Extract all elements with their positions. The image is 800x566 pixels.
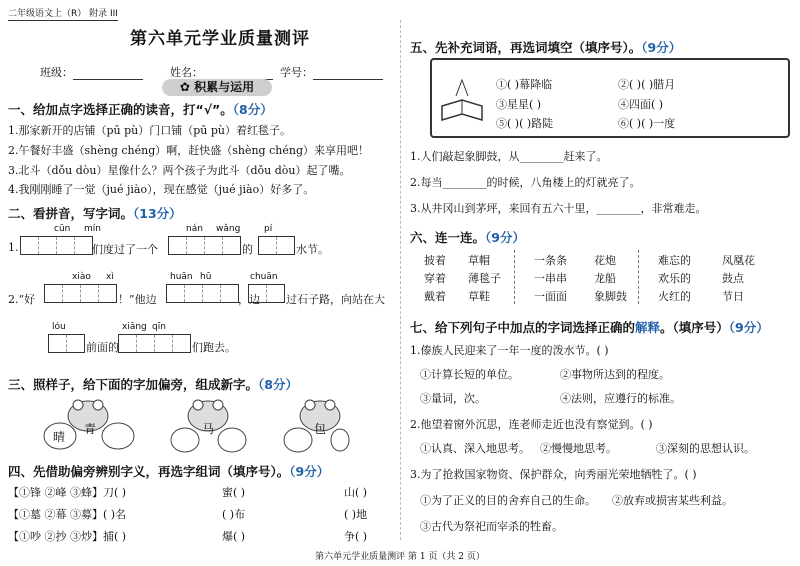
s4-row2-c: ( )地 <box>344 508 368 521</box>
s4-row2-b: ( )布 <box>222 508 246 521</box>
match-item[interactable]: 一面面 <box>534 290 567 303</box>
s1-line-2: 2.午餐好丰盛（shèng chéng）啊，赶快盛（shèng chéng）来享用吧！ <box>8 144 369 157</box>
s1-line-1: 1.那家新开的店铺（pū pù）门口铺（pū pù）着红毯子。 <box>8 124 291 137</box>
name-label: 姓名： <box>170 66 203 79</box>
match-item[interactable]: 穿着 <box>424 272 446 285</box>
s7-q3-opt: ②放弃或损害某些利益。 <box>612 494 733 507</box>
pinyin: mín <box>84 224 101 234</box>
example-new-char: 晴 <box>53 430 66 444</box>
s2-text: 的 <box>242 243 253 256</box>
word-4: ④四面( ) <box>618 98 664 111</box>
s5-q3: 3.从井冈山到茅坪，来回有五六十里，________，非常难走。 <box>410 202 707 215</box>
s7-q3: 3.为了抢救国家物资、保护群众，向秀丽光荣地牺牲了。( ) <box>410 468 697 481</box>
pinyin: hū <box>200 272 212 282</box>
writing-grid[interactable] <box>258 236 295 255</box>
s2-text: 们度过了一个 <box>92 243 158 256</box>
section-3-title: 三、照样子，给下面的字加偏旁，组成新字。（8分） <box>8 377 298 392</box>
match-item[interactable]: 凤凰花 <box>722 254 755 267</box>
section-5-title: 五、先补充词语，再选词填空（填序号）。（9分） <box>410 40 682 55</box>
pinyin: wǎng <box>216 224 241 234</box>
match-item[interactable]: 欢乐的 <box>658 272 691 285</box>
star-icon: ✿ <box>179 80 195 94</box>
word-6: ⑥( )( )一度 <box>618 117 676 130</box>
page-title: 第六单元学业质量测评 <box>130 29 310 49</box>
pinyin: pí <box>264 224 273 234</box>
s1-line-4: 4.我刚刚睡了一觉（jué jiào），现在感觉（jué jiào）好多了。 <box>8 183 315 196</box>
s7-q1-opt: ③量词，次。 <box>420 392 486 405</box>
s2-text: ！”他边 <box>118 293 157 306</box>
s7-q1: 1.傣族人民迎来了一年一度的泼水节。( ) <box>410 344 609 357</box>
section-2-title: 二、看拼音，写字词。（13分） <box>8 206 182 221</box>
word-1: ①( )幕降临 <box>496 78 553 91</box>
s4-row1-c: 山( ) <box>344 486 368 499</box>
class-label: 班级： <box>40 66 73 79</box>
class-field[interactable] <box>40 64 143 80</box>
s7-q1-opt: ④法则，应遵行的标准。 <box>560 392 681 405</box>
s7-q2-opt: ③深刻的思想认识。 <box>656 442 755 455</box>
match-item[interactable]: 节日 <box>722 290 744 303</box>
s1-line-3: 3.北斗（dǒu dòu）星像什么？两个孩子为此斗（dǒu dòu）起了嘴。 <box>8 164 351 177</box>
column-divider <box>400 20 402 540</box>
s2-text: 2.“好 <box>8 293 36 306</box>
match-item[interactable]: 花炮 <box>594 254 616 267</box>
book-icon <box>438 76 488 126</box>
s7-q3-opt: ③古代为祭祀而宰杀的牲畜。 <box>420 520 563 533</box>
s5-q1: 1.人们敲起象脚鼓，从________赶来了。 <box>410 150 608 163</box>
match-item[interactable]: 戴着 <box>424 290 446 303</box>
id-field[interactable] <box>280 64 383 80</box>
writing-grid[interactable] <box>248 284 285 303</box>
s7-q1-opt: ①计算长短的单位。 <box>420 368 519 381</box>
match-item[interactable]: 龙船 <box>594 272 616 285</box>
pinyin: xiào <box>72 272 91 282</box>
s4-row3-c: 争( ) <box>344 530 368 543</box>
s7-q2-opt: ②慢慢地思考。 <box>540 442 617 455</box>
s2-row1-num: 1. <box>8 241 19 254</box>
writing-grid[interactable] <box>48 334 85 353</box>
example-base-char: 青 <box>84 422 97 436</box>
pinyin: huān <box>170 272 193 282</box>
match-item[interactable]: 披着 <box>424 254 446 267</box>
match-item[interactable]: 象脚鼓 <box>594 290 627 303</box>
pinyin: cūn <box>54 224 71 234</box>
s2-text: 前面的 <box>86 341 119 354</box>
s2-text: 过石子路，向站在大 <box>286 293 385 306</box>
section-6-title: 六、连一连。（9分） <box>410 230 525 245</box>
section-banner: ✿ 积累与运用 <box>162 79 272 96</box>
match-item[interactable]: 一条条 <box>534 254 567 267</box>
pinyin: chuān <box>250 272 278 282</box>
header-tag: 二年级语文上（R） 附录 III <box>8 6 118 21</box>
match-item[interactable]: 火红的 <box>658 290 691 303</box>
pinyin: qīn <box>152 322 166 332</box>
writing-grid[interactable] <box>168 236 241 255</box>
name-field[interactable] <box>170 64 273 80</box>
match-item[interactable]: 一串串 <box>534 272 567 285</box>
word-5: ⑤( )( )路陡 <box>496 117 554 130</box>
writing-grid[interactable] <box>44 284 117 303</box>
s2-text: ，边 <box>238 293 260 306</box>
pinyin: xì <box>106 272 114 282</box>
writing-grid[interactable] <box>118 334 191 353</box>
section-7-title: 七、给下列句子中加点的字词选择正确的解释。（填序号）（9分） <box>410 320 769 335</box>
pinyin: lóu <box>52 322 66 332</box>
s4-row1-b: 蜜( ) <box>222 486 246 499</box>
s4-row3-b: 爆( ) <box>222 530 246 543</box>
section-1-title: 一、给加点字选择正确的读音，打“√”。（8分） <box>8 102 273 117</box>
word-2: ②( )( )腊月 <box>618 78 676 91</box>
s4-row3-a: 【①吵 ②抄 ③炒】捕( ) <box>8 530 127 543</box>
writing-grid[interactable] <box>20 236 93 255</box>
match-item[interactable]: 薄毯子 <box>468 272 501 285</box>
match-item[interactable]: 难忘的 <box>658 254 691 267</box>
divider <box>638 250 639 304</box>
word-3: ③星星( ) <box>496 98 542 111</box>
writing-grid[interactable] <box>166 284 239 303</box>
s4-row1-a: 【①锋 ②峰 ③蜂】刀( ) <box>8 486 127 499</box>
s5-q2: 2.每当________的时候，八角楼上的灯就亮了。 <box>410 176 641 189</box>
id-label: 学号： <box>280 66 313 79</box>
s7-q1-opt: ②事物所达到的程度。 <box>560 368 670 381</box>
s7-q2: 2.他望着窗外沉思，连老师走近也没有察觉到。( ) <box>410 418 653 431</box>
match-item[interactable]: 鼓点 <box>722 272 744 285</box>
base-char-bao: 包 <box>314 422 327 436</box>
base-char-ma: 马 <box>202 422 215 436</box>
divider <box>514 250 515 304</box>
s4-row2-a: 【①墓 ②幕 ③募】( )名 <box>8 508 127 521</box>
match-item[interactable]: 草鞋 <box>468 290 490 303</box>
s7-q3-opt: ①为了正义的目的舍弃自己的生命。 <box>420 494 596 507</box>
s2-text: 们跑去。 <box>192 341 236 354</box>
pinyin: xiāng <box>122 322 147 332</box>
section-4-title: 四、先借助偏旁辨别字义，再选字组词（填序号）。（9分） <box>8 464 330 479</box>
match-item[interactable]: 草帽 <box>468 254 490 267</box>
page-footer: 第六单元学业质量测评 第 1 页（共 2 页） <box>315 552 485 562</box>
s2-text: 水节。 <box>296 243 329 256</box>
pinyin: nán <box>186 224 203 234</box>
s7-q2-opt: ①认真、深入地思考。 <box>420 442 530 455</box>
